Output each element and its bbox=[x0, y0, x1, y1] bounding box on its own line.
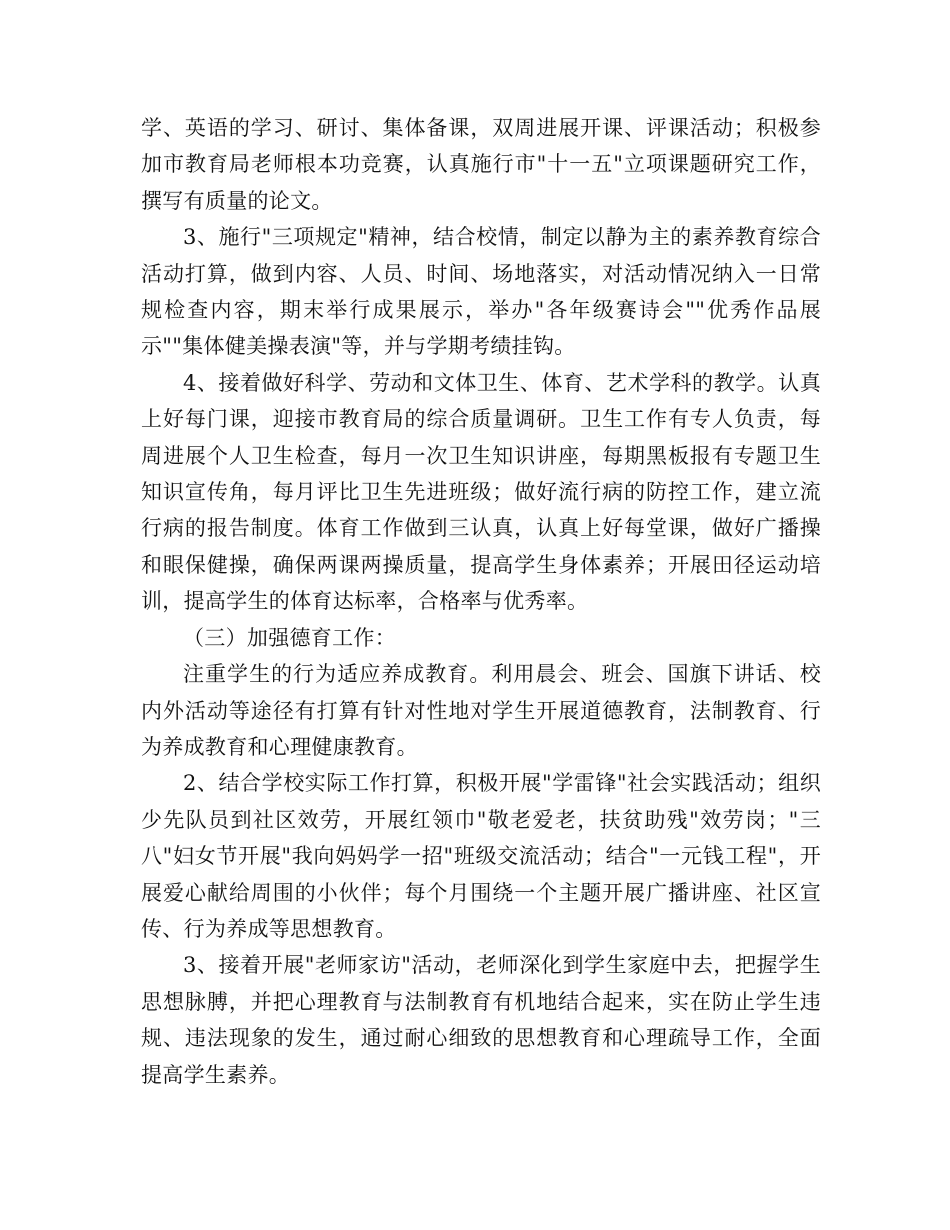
document-body bbox=[141, 110, 821, 1093]
paragraph-moral-3: 3、接着开展"老师家访"活动，老师深化到学生家庭中去，把握学生思想脉膊，并把心理教育与法制教育有机地结合起来，实在防止学生违规、违法现象的发生，通过耐心细致的思想教育和心理疏导工作，全面提高学生素养。 bbox=[141, 953, 821, 1087]
paragraph-item-4-teaching: 4、接着做好科学、劳动和文体卫生、体育、艺术学科的教学。认真上好每门课，迎接市教育局的综合质量调研。卫生工作有专人负责，每周进展个人卫生检查，每月一次卫生知识讲座，每期黑板报有专题卫生知识宣传角，每月评比卫生先进班级；做好流行病的防控工作，建立流行病的报告制度。体育工作做到三认真，认真上好每堂课，做好广播操和眼保健操，确保两课两操质量，提高学生身体素养；开展田径运动培训，提高学生的体育达标率，合格率与优秀率。 bbox=[141, 370, 821, 614]
section-heading-moral-education: （三）加强德育工作： bbox=[183, 625, 396, 650]
paragraph-continued: 学、英语的学习、研讨、集体备课，双周进展开课、评课活动；积极参加市教育局老师根本功竞赛，认真施行市"十一五"立项课题研究工作，撰写有质量的论文。 bbox=[141, 116, 821, 213]
paragraph-moral-2: 2、结合学校实际工作打算，积极开展"学雷锋"社会实践活动；组织少先队员到社区效劳，开展红领巾"敬老爱老，扶贫助残"效劳岗；"三八"妇女节开展"我向妈妈学一招"班级交流活动；结合"一元钱工程"，开展爱心献给周围的小伙伴；每个月围绕一个主题开展广播讲座、社区宣传、行为养成等思想教育。 bbox=[141, 771, 821, 941]
paragraph-item-3-activities: 3、施行"三项规定"精神，结合校情，制定以静为主的素养教育综合活动打算，做到内容、人员、时间、场地落实，对活动情况纳入一日常规检查内容，期末举行成果展示，举办"各年级赛诗会""优秀作品展示""集体健美操表演"等，并与学期考绩挂钩。 bbox=[141, 225, 821, 359]
paragraph-moral-1: 注重学生的行为适应养成教育。利用晨会、班会、国旗下讲话、校内外活动等途径有打算有针对性地对学生开展道德教育，法制教育、行为养成教育和心理健康教育。 bbox=[141, 662, 821, 759]
